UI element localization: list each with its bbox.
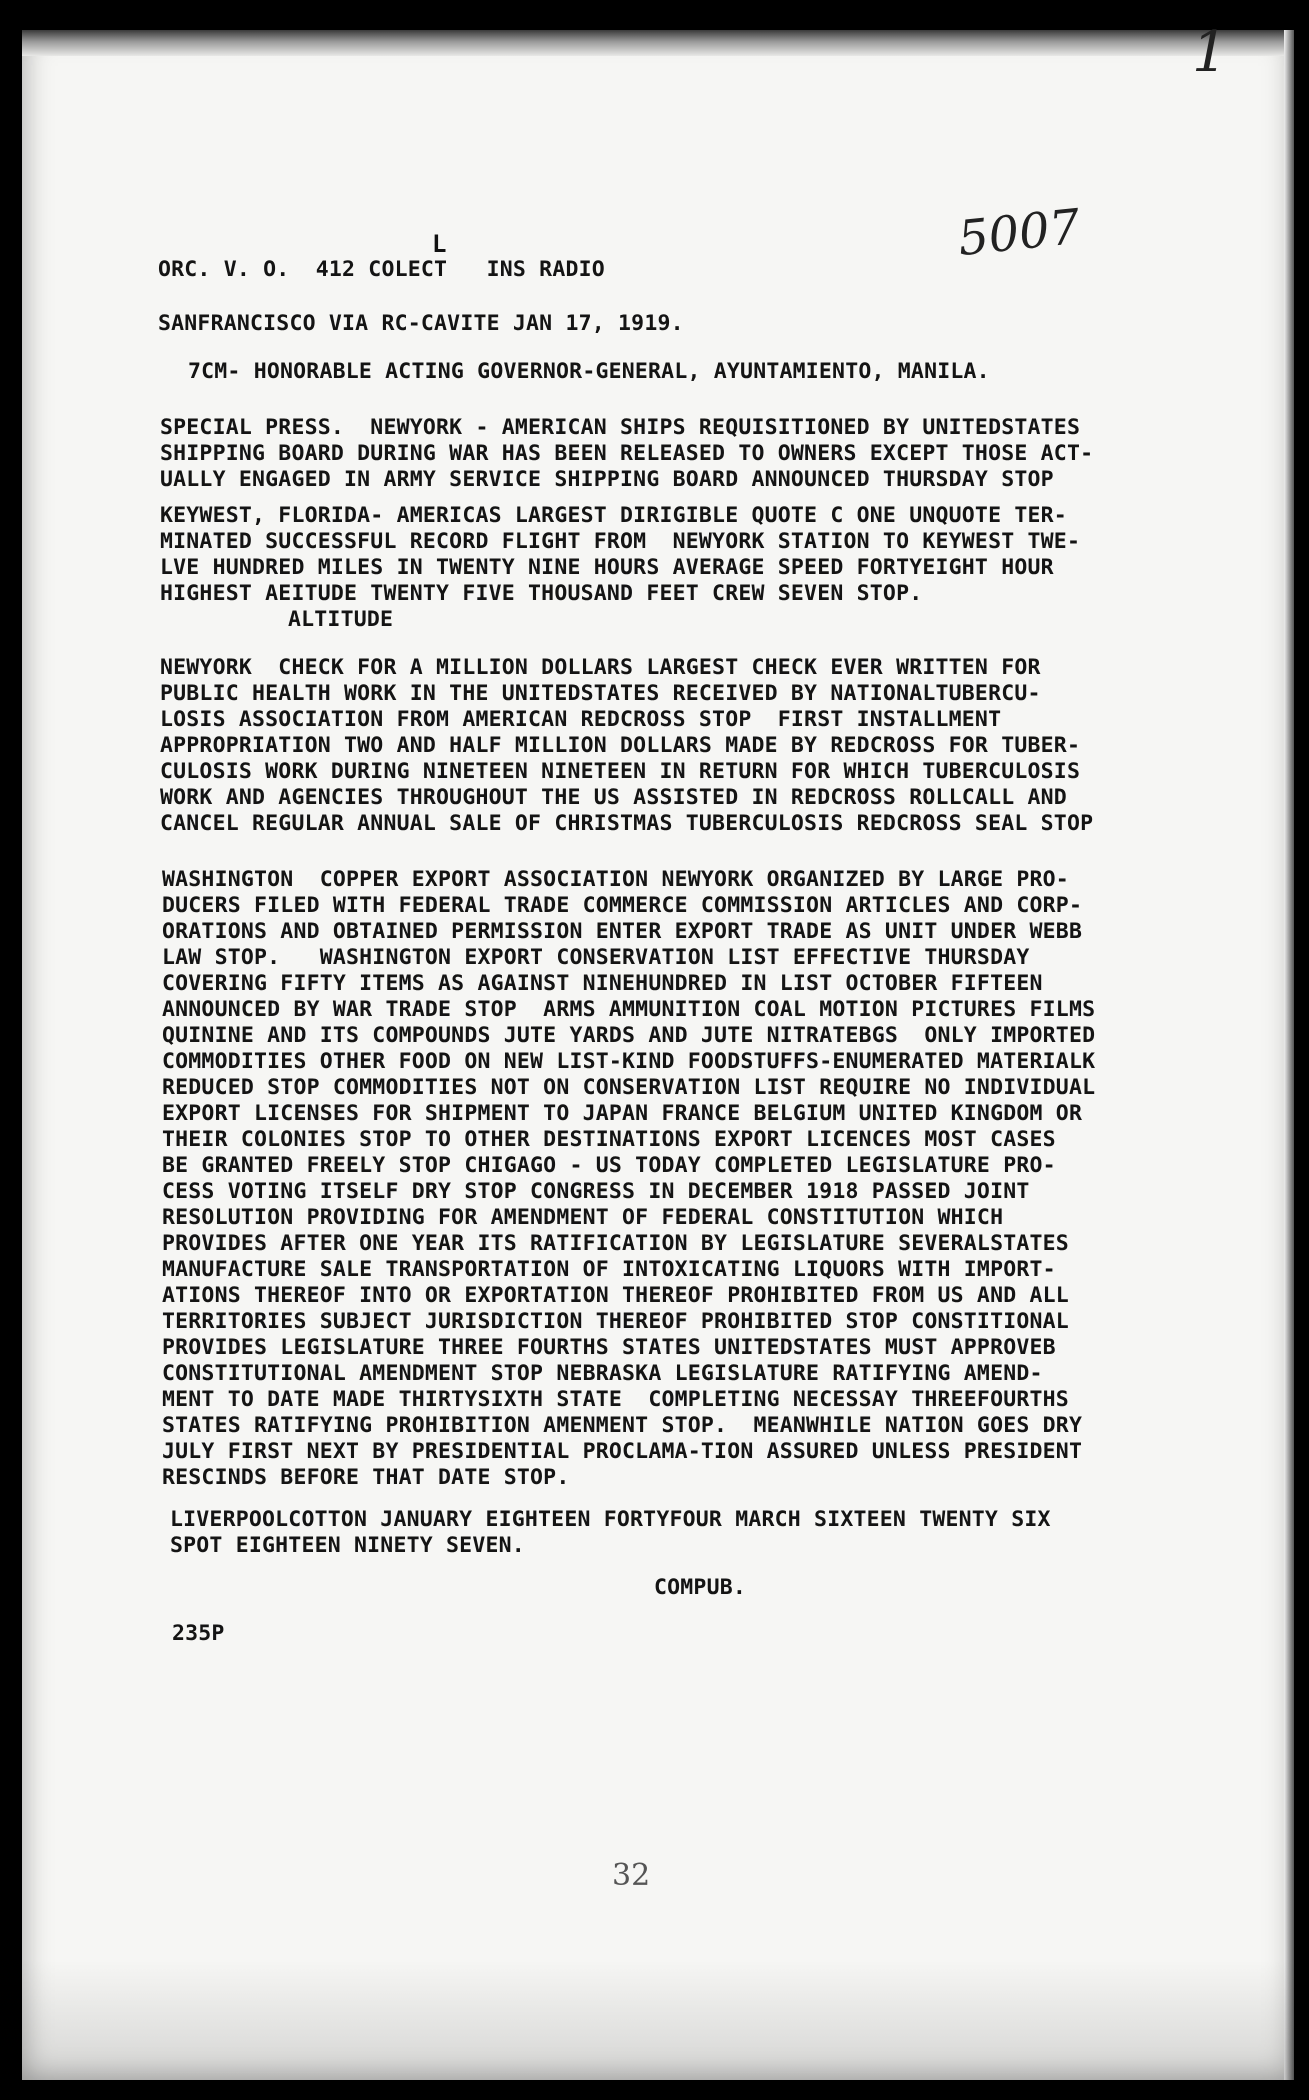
text-line: QUININE AND ITS COMPOUNDS JUTE YARDS AND JUTE NITRATEBGS ONLY IMPORTED [162,1023,1096,1048]
text-line: NEWYORK CHECK FOR A MILLION DOLLARS LARGEST CHECK EVER WRITTEN FOR [160,655,1041,680]
scan-right-edge [1284,30,1294,2080]
text-line: LVE HUNDRED MILES IN TWENTY NINE HOURS AVERAGE SPEED FORTYEIGHT HOUR [160,555,1054,580]
text-line: COVERING FIFTY ITEMS AS AGAINST NINEHUNDRED IN LIST OCTOBER FIFTEEN [162,971,1043,996]
text-line: WASHINGTON COPPER EXPORT ASSOCIATION NEWYORK ORGANIZED BY LARGE PRO- [162,867,1069,892]
text-line: COMMODITIES OTHER FOOD ON NEW LIST-KIND FOODSTUFFS-ENUMERATED MATERIALK [162,1049,1096,1074]
text-line: LOSIS ASSOCIATION FROM AMERICAN REDCROSS STOP FIRST INSTALLMENT [160,707,1002,732]
text-line: SPOT EIGHTEEN NINETY SEVEN. [170,1533,525,1558]
signature: COMPUB. [654,1575,747,1600]
origin-line: SANFRANCISCO VIA RC-CAVITE JAN 17, 1919. [158,311,684,336]
text-line: PROVIDES LEGISLATURE THREE FOURTHS STATES UNITEDSTATES MUST APPROVEB [162,1335,1056,1360]
text-line: MENT TO DATE MADE THIRTYSIXTH STATE COMPLETING NECESSAY THREEFOURTHS [162,1387,1069,1412]
address-line: 7CM- HONORABLE ACTING GOVERNOR-GENERAL, AYUNTAMIENTO, MANILA. [188,359,990,384]
time-code: 235P [172,1621,225,1646]
text-line: LIVERPOOLCOTTON JANUARY EIGHTEEN FORTYFOUR MARCH SIXTEEN TWENTY SIX [170,1507,1051,1532]
text-line: REDUCED STOP COMMODITIES NOT ON CONSERVATION LIST REQUIRE NO INDIVIDUAL [162,1075,1096,1100]
text-line: LAW STOP. WASHINGTON EXPORT CONSERVATION LIST EFFECTIVE THURSDAY [162,945,1030,970]
text-line: RESOLUTION PROVIDING FOR AMENDMENT OF FEDERAL CONSTITUTION WHICH [162,1205,1004,1230]
text-line: RESCINDS BEFORE THAT DATE STOP. [162,1465,570,1490]
text-line: THEIR COLONIES STOP TO OTHER DESTINATIONS EXPORT LICENCES MOST CASES [162,1127,1056,1152]
text-line: HIGHEST AEITUDE TWENTY FIVE THOUSAND FEET CREW SEVEN STOP. [160,581,923,606]
text-line-correction: ALTITUDE [288,607,394,632]
text-line: ATIONS THEREOF INTO OR EXPORTATION THEREOF PROHIBITED FROM US AND ALL [162,1283,1069,1308]
text-line: APPROPRIATION TWO AND HALF MILLION DOLLARS MADE BY REDCROSS FOR TUBER- [160,733,1081,758]
text-line: CULOSIS WORK DURING NINETEEN NINETEEN IN RETURN FOR WHICH TUBERCULOSIS [160,759,1081,784]
text-line: STATES RATIFYING PROHIBITION AMENMENT STOP. MEANWHILE NATION GOES DRY [162,1413,1083,1438]
scan-top-edge [22,30,1294,56]
text-line: SHIPPING BOARD DURING WAR HAS BEEN RELEASED TO OWNERS EXCEPT THOSE ACT- [160,441,1094,466]
text-line: PROVIDES AFTER ONE YEAR ITS RATIFICATION BY LEGISLATURE SEVERALSTATES [162,1231,1069,1256]
handwritten-corner-mark: 1 [1192,20,1228,85]
text-line: CESS VOTING ITSELF DRY STOP CONGRESS IN DECEMBER 1918 PASSED JOINT [162,1179,1030,1204]
text-line: CANCEL REGULAR ANNUAL SALE OF CHRISTMAS TUBERCULOSIS REDCROSS SEAL STOP [160,811,1094,836]
text-line: MANUFACTURE SALE TRANSPORTATION OF INTOXICATING LIQUORS WITH IMPORT- [162,1257,1056,1282]
text-line: DUCERS FILED WITH FEDERAL TRADE COMMERCE COMMISSION ARTICLES AND CORP- [162,893,1083,918]
routing-insert: L [432,230,447,258]
handwritten-document-number: 5007 [955,198,1083,268]
scan-bottom-shadow [22,1960,1294,2080]
text-line: JULY FIRST NEXT BY PRESIDENTIAL PROCLAMA-TION ASSURED UNLESS PRESIDENT [162,1439,1083,1464]
routing-line: ORC. V. O. 412 COLECT INS RADIO [158,257,605,282]
text-line: MINATED SUCCESSFUL RECORD FLIGHT FROM NEWYORK STATION TO KEYWEST TWE- [160,529,1081,554]
text-line: EXPORT LICENSES FOR SHIPMENT TO JAPAN FRANCE BELGIUM UNITED KINGDOM OR [162,1101,1083,1126]
text-line: SPECIAL PRESS. NEWYORK - AMERICAN SHIPS REQUISITIONED BY UNITEDSTATES [160,415,1081,440]
text-line: KEYWEST, FLORIDA- AMERICAS LARGEST DIRIGIBLE QUOTE C ONE UNQUOTE TER- [160,503,1067,528]
text-line: ORATIONS AND OBTAINED PERMISSION ENTER EXPORT TRADE AS UNIT UNDER WEBB [162,919,1083,944]
page-number-stamp: 32 [612,1858,651,1893]
text-line: UALLY ENGAGED IN ARMY SERVICE SHIPPING BOARD ANNOUNCED THURSDAY STOP [160,467,1054,492]
text-line: ANNOUNCED BY WAR TRADE STOP ARMS AMMUNITION COAL MOTION PICTURES FILMS [162,997,1096,1022]
text-line: WORK AND AGENCIES THROUGHOUT THE US ASSISTED IN REDCROSS ROLLCALL AND [160,785,1067,810]
text-line: PUBLIC HEALTH WORK IN THE UNITEDSTATES RECEIVED BY NATIONALTUBERCU- [160,681,1041,706]
text-line: BE GRANTED FREELY STOP CHIGAGO - US TODAY COMPLETED LEGISLATURE PRO- [162,1153,1056,1178]
text-line: CONSTITUTIONAL AMENDMENT STOP NEBRASKA LEGISLATURE RATIFYING AMEND- [162,1361,1043,1386]
text-line: TERRITORIES SUBJECT JURISDICTION THEREOF PROHIBITED STOP CONSTITIONAL [162,1309,1069,1334]
